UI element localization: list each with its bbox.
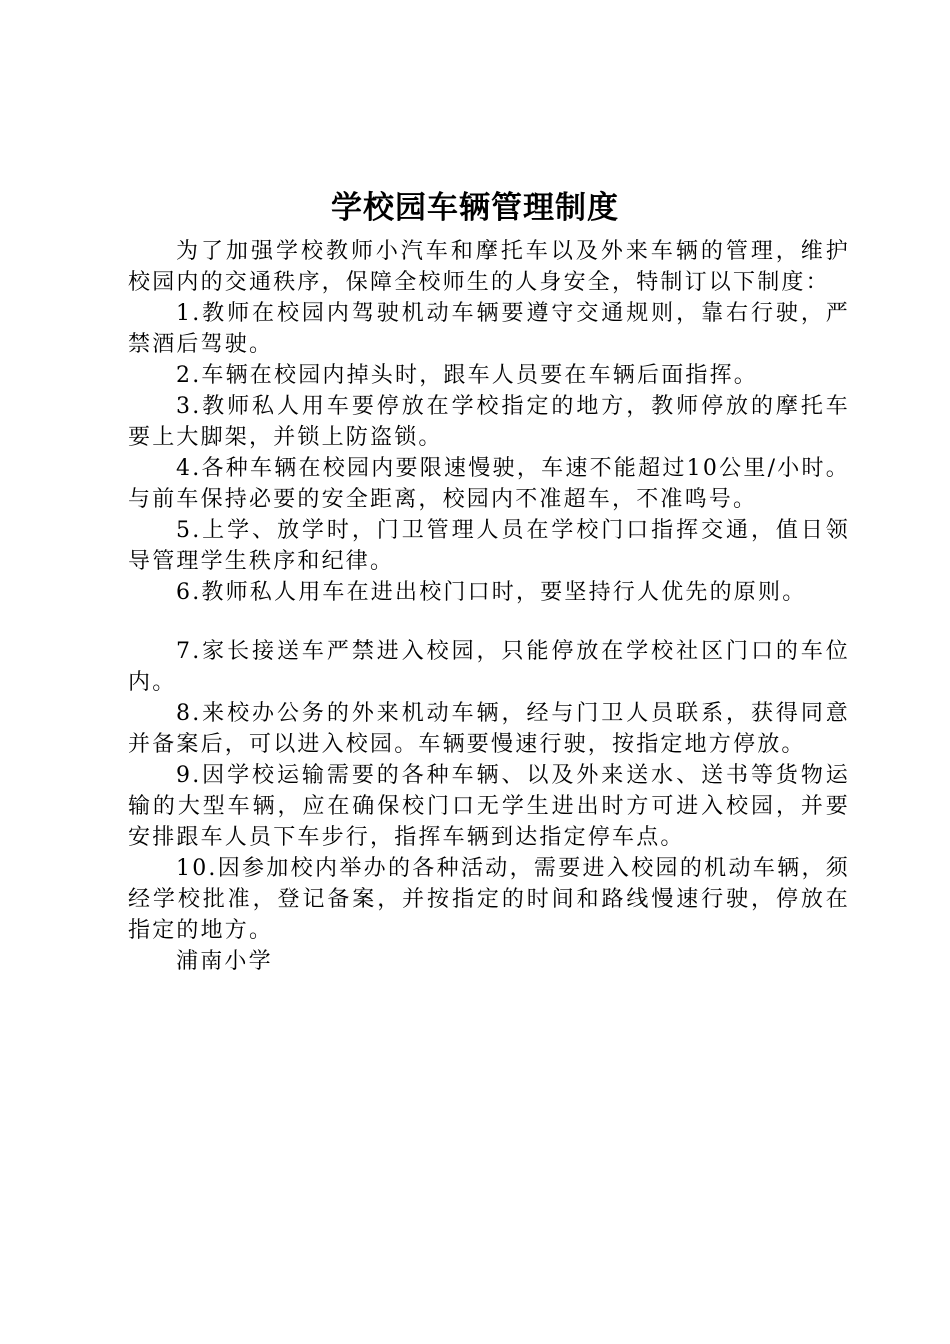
rule-1: 1.教师在校园内驾驶机动车辆要遵守交通规则，靠右行驶，严禁酒后驾驶。 [128, 301, 850, 357]
signature: 浦南小学 [176, 949, 273, 974]
rule-3: 3.教师私人用车要停放在学校指定的地方，教师停放的摩托车要上大脚架，并锁上防盗锁。 [128, 394, 850, 450]
rule-4: 4.各种车辆在校园内要限速慢驶，车速不能超过10公里/小时。与前车保持必要的安全距离，校园内不准超车，不准鸣号。 [128, 456, 850, 512]
intro-paragraph: 为了加强学校教师小汽车和摩托车以及外来车辆的管理，维护校园内的交通秩序，保障全校师生的人身安全，特制订以下制度： [128, 239, 850, 295]
rule-8: 8.来校办公务的外来机动车辆，经与门卫人员联系，获得同意并备案后，可以进入校园。车辆要慢速行驶，按指定地方停放。 [128, 701, 850, 757]
rule-5: 5.上学、放学时，门卫管理人员在学校门口指挥交通，值日领导管理学生秩序和纪律。 [128, 518, 850, 574]
rule-9: 9.因学校运输需要的各种车辆、以及外来送水、送书等货物运输的大型车辆，应在确保校门口无学生进出时方可进入校园，并要安排跟车人员下车步行，指挥车辆到达指定停车点。 [128, 763, 850, 850]
document-title: 学校园车辆管理制度 [331, 190, 619, 226]
rule-7: 7.家长接送车严禁进入校园，只能停放在学校社区门口的车位内。 [128, 639, 850, 695]
document-body [128, 236, 850, 977]
rule-10: 10.因参加校内举办的各种活动，需要进入校园的机动车辆，须经学校批准，登记备案，并按指定的时间和路线慢速行驶，停放在指定的地方。 [128, 856, 850, 943]
rule-6: 6.教师私人用车在进出校门口时，要坚持行人优先的原则。 [176, 580, 807, 605]
rule-2: 2.车辆在校园内掉头时，跟车人员要在车辆后面指挥。 [176, 363, 758, 388]
